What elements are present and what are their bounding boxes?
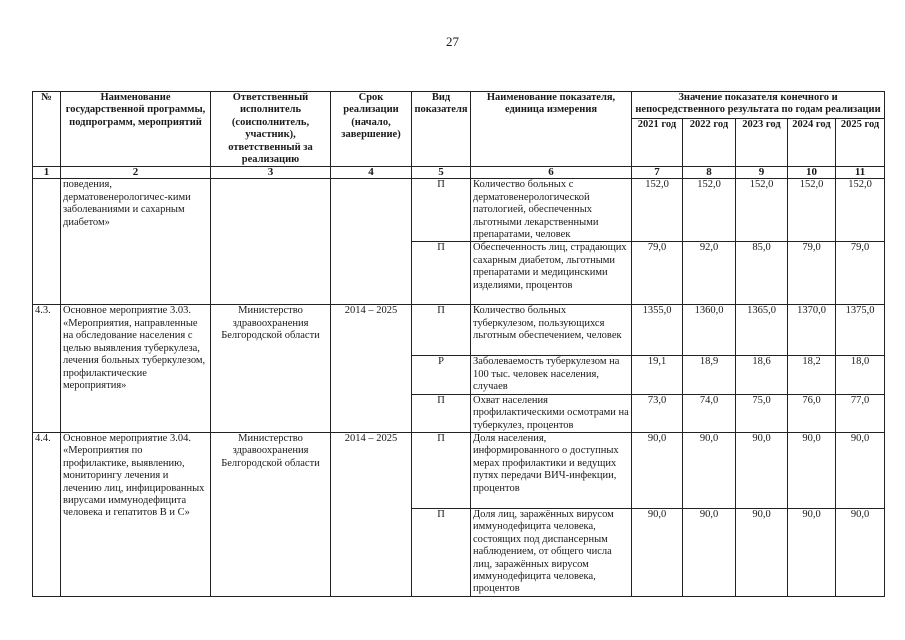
indicator-kind: Р <box>412 356 471 394</box>
header-year: 2022 год <box>683 118 736 167</box>
column-number: 11 <box>836 167 885 179</box>
header-year: 2023 год <box>736 118 788 167</box>
indicator-value-2025: 77,0 <box>836 394 885 432</box>
row-number <box>33 179 61 305</box>
indicator-kind: П <box>412 305 471 356</box>
measure-term: 2014 – 2025 <box>331 432 412 596</box>
measure-name: Основное мероприятие 3.04. «Мероприятия по профилактике, выявлению, мониторингу лечения и лечению лиц, инфицированных вирусами иммунодефицита человека и гепатитов В и С» <box>61 432 211 596</box>
column-number: 10 <box>788 167 836 179</box>
column-number: 9 <box>736 167 788 179</box>
header-year: 2021 год <box>632 118 683 167</box>
column-number: 3 <box>211 167 331 179</box>
column-number: 7 <box>632 167 683 179</box>
indicator-value-2022: 90,0 <box>683 508 736 596</box>
indicator-name: Количество больных туберкулезом, пользующихся льготным обеспечением, человек <box>471 305 632 356</box>
indicator-kind: П <box>412 432 471 508</box>
indicator-name: Количество больных с дерматовенерологической патологией, обеспеченных льготными лекарственными препаратами, человек <box>471 179 632 242</box>
indicator-value-2022: 1360,0 <box>683 305 736 356</box>
indicator-value-2021: 1355,0 <box>632 305 683 356</box>
indicator-value-2025: 18,0 <box>836 356 885 394</box>
indicator-value-2022: 18,9 <box>683 356 736 394</box>
indicator-value-2022: 74,0 <box>683 394 736 432</box>
column-number: 8 <box>683 167 736 179</box>
indicator-value-2023: 90,0 <box>736 432 788 508</box>
measure-term: 2014 – 2025 <box>331 305 412 432</box>
measure-name: поведения, дерматовенерологичес-кими заболеваниями и сахарным диабетом» <box>61 179 211 305</box>
indicator-value-2025: 1375,0 <box>836 305 885 356</box>
indicator-value-2022: 90,0 <box>683 432 736 508</box>
header-kind: Вид показателя <box>412 92 471 167</box>
header-year: 2024 год <box>788 118 836 167</box>
indicator-value-2025: 90,0 <box>836 432 885 508</box>
row-number: 4.4. <box>33 432 61 596</box>
indicator-value-2023: 90,0 <box>736 508 788 596</box>
indicator-name: Охват населения профилактическими осмотрами на туберкулез, процентов <box>471 394 632 432</box>
column-number: 5 <box>412 167 471 179</box>
header-year: 2025 год <box>836 118 885 167</box>
header-name: Наименование государственной программы, подпрограмм, мероприятий <box>61 92 211 167</box>
measure-executor <box>211 179 331 305</box>
indicator-value-2025: 79,0 <box>836 242 885 305</box>
indicator-value-2023: 1365,0 <box>736 305 788 356</box>
column-number: 6 <box>471 167 632 179</box>
indicator-value-2024: 18,2 <box>788 356 836 394</box>
indicator-value-2022: 152,0 <box>683 179 736 242</box>
indicator-kind: П <box>412 179 471 242</box>
indicator-value-2025: 90,0 <box>836 508 885 596</box>
column-number: 1 <box>33 167 61 179</box>
indicator-name: Обеспеченность лиц, страдающих сахарным диабетом, льготными препаратами и медицинскими изделиями, процентов <box>471 242 632 305</box>
column-number: 4 <box>331 167 412 179</box>
indicator-kind: П <box>412 242 471 305</box>
indicator-value-2021: 19,1 <box>632 356 683 394</box>
indicator-value-2021: 90,0 <box>632 508 683 596</box>
header-indicator: Наименование показателя, единица измерения <box>471 92 632 167</box>
indicator-kind: П <box>412 508 471 596</box>
row-number: 4.3. <box>33 305 61 432</box>
indicator-value-2023: 18,6 <box>736 356 788 394</box>
measure-executor: Министерство здравоохранения Белгородской области <box>211 432 331 596</box>
indicator-value-2024: 152,0 <box>788 179 836 242</box>
header-values-group: Значение показателя конечного и непосредственного результата по годам реализации <box>632 92 885 119</box>
indicator-value-2021: 73,0 <box>632 394 683 432</box>
column-number: 2 <box>61 167 211 179</box>
indicators-table <box>32 91 885 597</box>
indicator-value-2022: 92,0 <box>683 242 736 305</box>
header-no: № <box>33 92 61 167</box>
indicator-value-2023: 152,0 <box>736 179 788 242</box>
indicator-value-2024: 1370,0 <box>788 305 836 356</box>
header-term: Срок реализации (начало, завершение) <box>331 92 412 167</box>
indicator-value-2023: 75,0 <box>736 394 788 432</box>
indicator-value-2021: 152,0 <box>632 179 683 242</box>
header-executor: Ответственный исполнитель (соисполнитель, участник), ответственный за реализацию <box>211 92 331 167</box>
page-number: 27 <box>446 34 459 49</box>
indicator-value-2024: 76,0 <box>788 394 836 432</box>
measure-executor: Министерство здравоохранения Белгородской области <box>211 305 331 432</box>
indicator-kind: П <box>412 394 471 432</box>
indicator-value-2025: 152,0 <box>836 179 885 242</box>
indicator-value-2024: 90,0 <box>788 508 836 596</box>
indicator-value-2024: 90,0 <box>788 432 836 508</box>
indicator-value-2023: 85,0 <box>736 242 788 305</box>
measure-term <box>331 179 412 305</box>
indicator-name: Доля лиц, заражённых вирусом иммунодефицита человека, состоящих под диспансерным наблюдением, от общего числа лиц, заражённых вирусом иммунодефицита человека, процентов <box>471 508 632 596</box>
indicator-value-2021: 79,0 <box>632 242 683 305</box>
indicator-value-2021: 90,0 <box>632 432 683 508</box>
indicator-value-2024: 79,0 <box>788 242 836 305</box>
indicator-name: Доля населения, информированного о доступных мерах профилактики и ведущих путях передачи ВИЧ-инфекции, процентов <box>471 432 632 508</box>
measure-name: Основное мероприятие 3.03. «Мероприятия, направленные на обследование населения с целью выявления туберкулеза, лечения больных туберкулезом, профилактические мероприятия» <box>61 305 211 432</box>
indicator-name: Заболеваемость туберкулезом на 100 тыс. человек населения, случаев <box>471 356 632 394</box>
